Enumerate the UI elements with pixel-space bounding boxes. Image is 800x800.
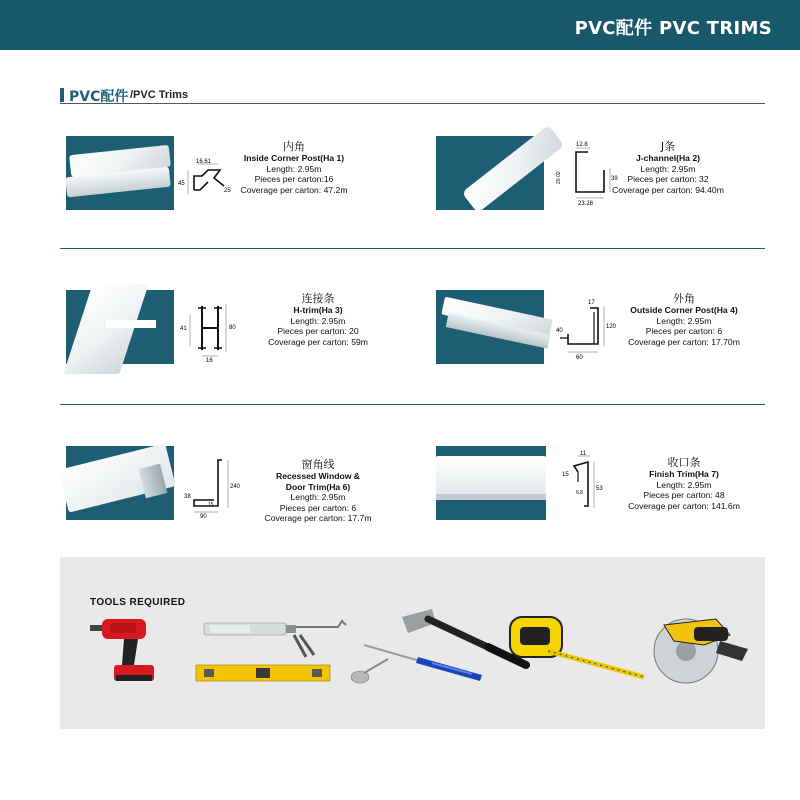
svg-text:40: 40 [556,328,563,334]
svg-text:41: 41 [180,326,187,332]
product-outside-corner-post [436,290,766,380]
product-info: 内角 Inside Corner Post(Ha 1) Length: 2.95m Pieces per carton:16 Coverage per carton: 47.2m [240,140,348,195]
product-recessed-window-door-trim [66,446,396,536]
window-trim-profile-drawing [178,450,248,520]
product-photo [66,136,174,210]
product-finish-trim [436,446,766,536]
svg-text:12.8: 12.8 [576,142,588,148]
row-divider [60,404,765,405]
svg-text:15: 15 [208,502,214,508]
svg-text:120: 120 [606,324,617,330]
circular-saw-icon [634,605,754,687]
tools-required-label: TOOLS REQUIRED [90,597,186,608]
product-photo [436,136,544,210]
svg-text:39: 39 [611,176,618,182]
product-photo [66,446,174,520]
product-info: 外角 Outside Corner Post(Ha 4) Length: 2.95m Pieces per carton: 6 Coverage per carton: 17.70m [628,292,740,347]
product-photo [436,290,544,364]
product-info: J条 J-channel(Ha 2) Length: 2.95m Pieces per carton: 32 Coverage per carton: 94.40m [612,140,724,195]
svg-text:15: 15 [562,472,569,478]
page-title: PVC配件 PVC TRIMS [574,18,772,39]
section-heading [60,88,765,104]
svg-text:6.8: 6.8 [576,490,583,496]
h-trim-profile-drawing [178,294,248,364]
product-photo [66,290,174,364]
product-inside-corner-post [66,136,396,226]
svg-text:25: 25 [224,188,231,194]
product-info: 收口条 Finish Trim(Ha 7) Length: 2.95m Pieces per carton: 48 Coverage per carton: 141.6m [628,456,740,511]
tools-required-panel [60,557,765,729]
svg-text:38: 38 [184,494,191,500]
svg-text:80: 80 [229,325,236,331]
svg-text:17: 17 [588,300,595,306]
product-h-trim [66,290,396,380]
product-info: 窗角线 Recessed Window & Door Trim(Ha 6) Length: 2.95m Pieces per carton: 6 Coverage per carton: 17.7m [264,458,372,524]
level-icon [196,663,330,683]
product-photo [436,446,546,520]
product-info: 连接条 H-trim(Ha 3) Length: 2.95m Pieces per carton: 20 Coverage per carton: 59m [268,292,368,347]
svg-text:60: 60 [576,355,583,361]
heading-marker [60,88,64,102]
svg-text:16.61: 16.61 [196,159,212,165]
svg-text:90: 90 [200,514,207,520]
svg-text:53: 53 [596,486,603,492]
svg-text:11: 11 [580,451,587,457]
drill-icon [88,613,168,685]
svg-text:23.28: 23.28 [578,201,594,207]
svg-text:240: 240 [230,484,241,490]
row-divider [60,248,765,249]
section-title-en: /PVC Trims [130,89,189,101]
tape-measure-icon [508,615,648,685]
section-title-zh: PVC配件 [69,89,129,105]
svg-text:16: 16 [206,358,213,364]
product-j-channel [436,136,766,226]
svg-text:45: 45 [178,181,185,187]
svg-text:20.02: 20.02 [556,171,562,184]
header-bar [0,0,800,50]
caulking-gun-icon [202,613,352,661]
